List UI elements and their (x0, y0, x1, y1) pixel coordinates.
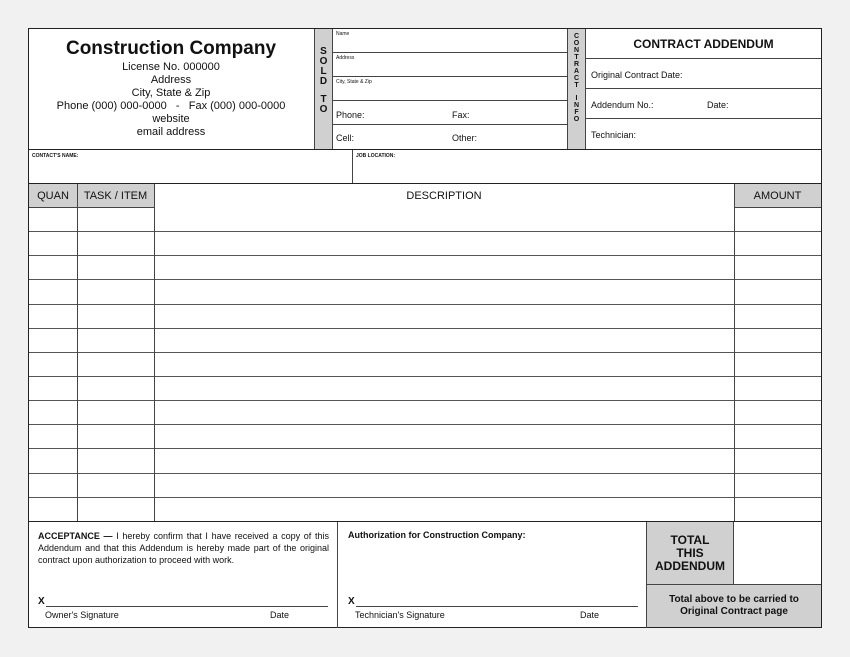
company-city: City, State & Zip (131, 87, 211, 99)
column-divider (77, 184, 78, 522)
contact-name-field[interactable] (29, 150, 353, 183)
owner-date-label: Date (270, 610, 290, 620)
technician-date-label: Date (580, 610, 600, 620)
table-header-row (29, 184, 821, 208)
company-license: License No. 000000 (122, 61, 220, 73)
table-row[interactable] (29, 256, 821, 280)
job-location-label: JOB LOCATION: (356, 153, 396, 159)
table-row[interactable] (29, 377, 821, 401)
technician-field[interactable] (586, 119, 821, 149)
acceptance-section (29, 522, 338, 628)
table-row[interactable] (29, 498, 821, 522)
name-label: Name (336, 31, 350, 37)
table-row[interactable] (29, 232, 821, 256)
total-label-line: THIS (676, 545, 704, 560)
total-label-line: TOTAL (670, 532, 710, 547)
addendum-date-label: Date: (707, 100, 729, 110)
acceptance-heading: ACCEPTANCE — (38, 531, 113, 541)
column-header-task-item: TASK / ITEM (83, 190, 148, 202)
column-header-description: DESCRIPTION (154, 184, 734, 208)
company-phone-fax: Phone (000) 000-0000 - Fax (000) 000-0000 (56, 100, 286, 112)
company-email: email address (136, 126, 206, 138)
owner-signature-line[interactable] (46, 606, 328, 607)
company-name: Construction Company (65, 38, 277, 59)
contract-info-fields (586, 29, 821, 149)
items-table (29, 183, 821, 521)
addendum-no-label: Addendum No.: (591, 100, 654, 110)
contract-addendum-form (28, 28, 822, 628)
city-field[interactable] (333, 77, 567, 101)
phone-label: Phone: (336, 110, 365, 120)
original-contract-date-field[interactable] (586, 59, 821, 89)
company-address: Address (150, 74, 192, 86)
acceptance-text (38, 530, 329, 566)
table-row[interactable] (29, 425, 821, 449)
table-row[interactable] (29, 353, 821, 377)
authorization-heading: Authorization for Construction Company: (348, 530, 526, 540)
acceptance-body: I hereby confirm that I have received a copy of this Addendum and that this Addendum is hereby made part of the original contract upon authorization to proceed with work. (38, 531, 329, 565)
technician-label: Technician: (591, 130, 637, 140)
fax-label: Fax: (452, 110, 470, 120)
name-field[interactable] (333, 29, 567, 53)
table-row[interactable] (29, 305, 821, 329)
address-field[interactable] (333, 53, 567, 77)
cell-label: Cell: (336, 133, 355, 143)
column-divider (154, 184, 155, 522)
table-row[interactable] (29, 329, 821, 353)
job-location-field[interactable] (353, 150, 821, 183)
column-header-amount: AMOUNT (753, 190, 802, 202)
table-row[interactable] (29, 280, 821, 304)
column-header-quan: QUAN (37, 190, 69, 202)
owner-x-mark: X (38, 596, 45, 607)
contract-addendum-title: CONTRACT ADDENDUM (586, 29, 821, 59)
total-label-line: ADDENDUM (655, 558, 725, 573)
cell-other-field[interactable] (333, 125, 567, 149)
contract-info-side-label: C O N T R A C T I N F O (567, 29, 586, 149)
other-label: Other: (452, 133, 478, 143)
total-amount-field[interactable] (734, 522, 821, 585)
city-label: City, State & Zip (336, 79, 372, 85)
table-row[interactable] (29, 474, 821, 498)
company-info (29, 37, 313, 139)
technician-signature-line[interactable] (356, 606, 638, 607)
table-row[interactable] (29, 208, 821, 232)
technician-signature-label: Technician's Signature (355, 610, 445, 620)
column-divider (734, 184, 735, 522)
technician-x-mark: X (348, 596, 355, 607)
company-website: website (152, 113, 190, 125)
phone-fax-field[interactable] (333, 101, 567, 125)
address-label: Address (336, 55, 355, 61)
contact-name-label: CONTACT'S NAME: (32, 153, 79, 159)
total-note: Total above to be carried to Original Contract page (647, 585, 821, 627)
table-row[interactable] (29, 401, 821, 425)
total-label-box (647, 522, 734, 585)
original-contract-date-label: Original Contract Date: (591, 70, 683, 80)
owner-signature-label: Owner's Signature (45, 610, 119, 620)
sold-to-side-label: S O L D T O (314, 29, 333, 149)
authorization-section (338, 522, 647, 628)
sold-to-fields (333, 29, 567, 149)
addendum-no-field[interactable] (586, 89, 821, 119)
table-row[interactable] (29, 450, 821, 474)
